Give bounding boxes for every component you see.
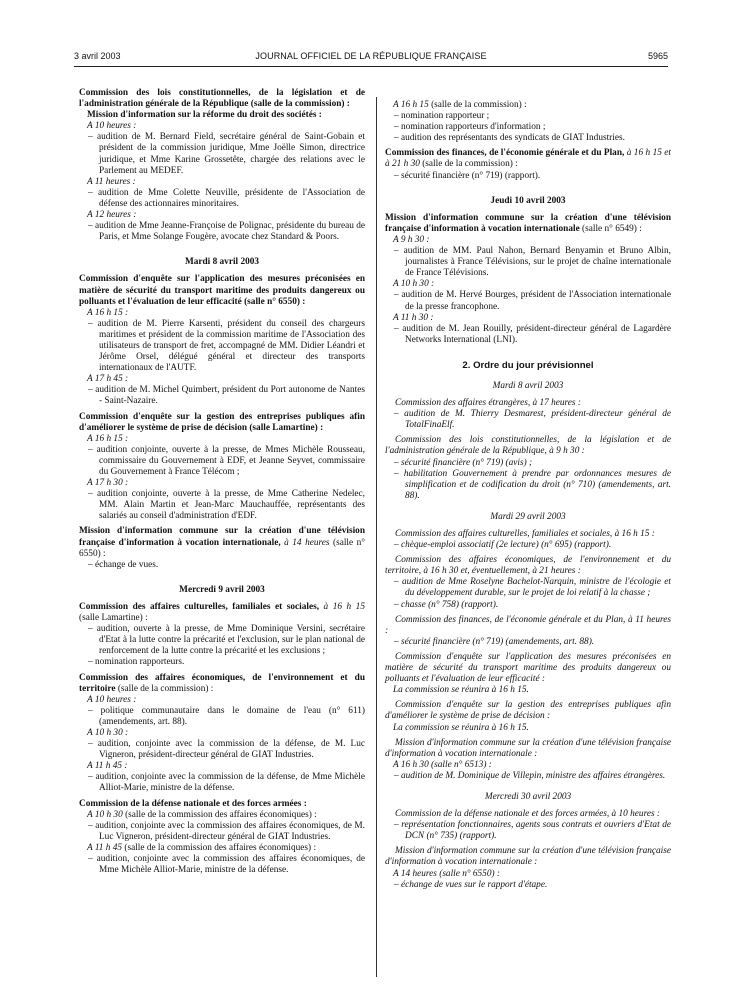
agenda-title: Commission des affaires économiques, de l'environnement et du territoire, à 16 h 30 et, éventuellement, à 21 heures :	[385, 555, 671, 577]
time-slot: A 11 h 30 :	[393, 312, 434, 323]
time-slot: A 10 heures :	[87, 694, 137, 705]
time-slot: A 17 h 30 :	[87, 478, 129, 489]
agenda-item: – audition, conjointe avec la commission de la défense, de Mme Michèle Alliot-Marie, ministre de la défense.	[88, 772, 365, 794]
time-slot: A 17 h 45 :	[87, 374, 129, 385]
agenda-item: – audition de M. Pierre Karsenti, président du conseil des chargeurs maritimes et président de la commission maritime de l'Association des utilisateurs de transport de fret, accompagné de MM. Didier Léandri et Jérôme Orsel, délégué général et directeur des transports internationaux de l'AUTF.	[88, 318, 365, 374]
time-slot: A 10 heures :	[87, 121, 137, 132]
time-slot: A 14 heures (salle n° 6550) :	[393, 868, 501, 879]
block-title-time: à 14 heures	[284, 537, 330, 548]
day-heading: Mardi 8 avril 2003	[184, 257, 260, 268]
header-rule	[74, 66, 668, 67]
agenda-item: – audition de M. Thierry Desmarest, président-directeur général de TotalFinaElf.	[394, 409, 671, 431]
day-heading: Mardi 29 avril 2003	[490, 511, 566, 522]
day-heading: Jeudi 10 avril 2003	[490, 195, 566, 206]
right-column	[385, 100, 671, 891]
block-title-room: (salle n° 6549) :	[582, 223, 642, 234]
agenda-item: – audition de M. Jean Rouilly, président-directeur général de Lagardère Networks International (LNI).	[394, 323, 671, 345]
agenda-item: – audition, conjointe avec la commission de la défense, de M. Luc Vigneron, président-directeur général de GIAT Industries.	[88, 739, 365, 761]
agenda-item: – nomination rapporteurs.	[88, 657, 185, 668]
agenda-item: – échange de vues.	[88, 559, 159, 570]
agenda-title: Commission de la défense nationale et des forces armées, à 10 heures :	[395, 809, 661, 820]
agenda-item: – représentation fonctionnaires, agents sous contrats et ouvriers d'Etat de DCN (n° 735) (rapport).	[394, 820, 671, 842]
block-title-room: (salle de la commission) :	[422, 159, 518, 170]
agenda-item: – échange de vues sur le rapport d'étape.	[394, 879, 548, 890]
agenda-item: – audition des représentants des syndicats de GIAT Industries.	[394, 133, 625, 144]
block-title: Commission d'enquête sur l'application des mesures préconisées en matière de sécurité du transport maritime des produits dangereux ou polluants et l'évaluation de leur efficacité (salle n° 6550) :	[79, 274, 365, 307]
time-slot: A 16 h 30 (salle n° 6513) :	[393, 759, 492, 770]
block-title-room: (salle n° 6550) :	[79, 537, 365, 559]
agenda-item: – audition de M. Dominique de Villepin, ministre des affaires étrangères.	[394, 770, 666, 781]
agenda-item: – audition de Mme Roselyne Bachelot-Narquin, ministre de l'écologie et du développement durable, sur le projet de loi relatif à la chasse ;	[394, 577, 671, 599]
header-page-number: 5965	[647, 51, 668, 61]
agenda-title: Commission des finances, de l'économie générale et du Plan, à 11 heures :	[385, 614, 671, 636]
block-title-bold: Commission des affaires culturelles, familiales et sociales,	[79, 601, 320, 612]
agenda-title: Commission des affaires culturelles, familiales et sociales, à 16 h 15 :	[395, 529, 655, 539]
agenda-title: Mission d'information commune sur la création d'une télévision française d'information à vocation internationale :	[385, 737, 671, 759]
agenda-note: La commission se réunira à 16 h 15.	[393, 685, 529, 696]
time-slot: A 11 h 45 :	[87, 761, 128, 772]
agenda-title: Mission d'information commune sur la création d'une télévision française d'information à vocation internationale :	[385, 846, 671, 868]
block-title-time: à 16 h 15	[323, 601, 365, 612]
agenda-item: – audition, ouverte à la presse, de Mme Dominique Versini, secrétaire d'Etat à la lutte contre la précarité et l'exclusion, sur le plan national de renforcement de la lutte contre la précarité et les exclusions ;	[88, 624, 365, 657]
time-slot	[79, 843, 365, 854]
agenda-item: – audition de M. Hervé Bourges, président de l'Association internationale de la presse francophone.	[394, 290, 671, 312]
block-title-bold: Commission des affaires économiques, de l'environnement et du territoire	[79, 672, 365, 694]
agenda-title: Commission des lois constitutionnelles, de la législation et de l'administration générale de la République, à 9 h 30 :	[385, 435, 671, 457]
block-title-bold: Mission d'information commune sur la création d'une télévision française d'information à vocation internationale,	[79, 526, 365, 548]
agenda-title: Commission d'enquête sur la gestion des entreprises publiques afin d'améliorer le système de prise de décision :	[385, 700, 671, 722]
time-slot	[79, 810, 365, 821]
time-slot: A 9 h 30 :	[393, 234, 430, 245]
day-heading: Mercredi 9 avril 2003	[179, 584, 265, 595]
agenda-item: – audition de MM. Paul Nahon, Bernard Benyamin et Bruno Albin, journalistes à France Télévisions, sur le projet de chaîne internationale de France Télévisions.	[394, 246, 671, 279]
section-heading: 2. Ordre du jour prévisionnel	[462, 359, 594, 371]
agenda-item: – nomination rapporteur ;	[394, 111, 490, 122]
agenda-item: – sécurité financière (n° 719) (amendements, art. 88).	[394, 636, 595, 647]
agenda-item: – audition conjointe, ouverte à la presse, de Mme Catherine Nedelec, MM. Alain Martin et Jean-Marc Mauchauffée, représentants des salariés au conseil d'administration d'EDF.	[88, 489, 365, 522]
block-title	[385, 213, 671, 235]
block-title-room: (salle de la commission) :	[117, 683, 214, 694]
agenda-item: – audition de M. Michel Quimbert, président du Port autonome de Nantes - Saint-Nazaire.	[88, 385, 365, 407]
block-title	[385, 148, 671, 170]
time-slot	[385, 100, 671, 111]
time-slot-time: A 10 h 30	[87, 809, 123, 820]
header-date: 3 avril 2003	[74, 51, 121, 61]
agenda-item: – sécurité financière (n° 719) (avis) ;	[394, 457, 533, 468]
time-slot: A 11 heures :	[87, 176, 136, 187]
left-column	[79, 88, 365, 876]
agenda-item: – nomination rapporteurs d'information ;	[394, 122, 546, 133]
header-title: JOURNAL OFFICIEL DE LA RÉPUBLIQUE FRANÇAISE	[255, 51, 487, 61]
time-slot: A 10 h 30 :	[87, 727, 129, 738]
time-slot-time: A 11 h 45	[87, 842, 123, 853]
agenda-item: – audition conjointe, ouverte à la presse, de Mmes Michèle Rousseau, commissaire du Gouvernement à EDF, et Jeanne Seyvet, commissaire du Gouvernement à France Télécom ;	[88, 444, 365, 477]
column-divider	[376, 97, 377, 977]
block-title: Commission des lois constitutionnelles, de la législation et de l'administration générale de la République (salle de la commission) :	[79, 88, 365, 110]
block-title: Commission de la défense nationale et des forces armées :	[79, 798, 307, 809]
agenda-item: – chasse (n° 758) (rapport).	[394, 599, 499, 610]
agenda-item: – audition de Mme Jeanne-Françoise de Polignac, présidente du bureau de Paris, et Mme Solange Fougère, avocate chez Standard & Poors.	[88, 221, 365, 243]
time-slot: A 12 heures :	[87, 210, 137, 221]
agenda-title: Commission des affaires étrangères, à 17 heures :	[395, 398, 581, 409]
page-header	[74, 50, 668, 64]
agenda-item: – politique communautaire dans le domaine de l'eau (n° 611) (amendements, art. 88).	[88, 705, 365, 727]
block-title-bold: Mission d'information commune sur la création d'une télévision française d'information à vocation internationale	[385, 212, 671, 234]
agenda-item: – audition, conjointe avec la commission des affaires économiques, de M. Luc Vigneron, président-directeur général de GIAT Industries.	[88, 820, 365, 842]
agenda-title: Commission d'enquête sur l'application des mesures préconisées en matière de sécurité du transport maritime des produits dangereux ou polluants et l'évaluation de leur efficacité :	[385, 651, 671, 685]
agenda-item: – habilitation Gouvernement à prendre par ordonnances mesures de simplification et de codification du droit (n° 710) (amendements, art. 88).	[394, 468, 671, 501]
agenda-item: – audition de M. Bernard Field, secrétaire général de Saint-Gobain et président de la commission juridique, Mme Joëlle Simon, directrice juridique, et Mme Karine Grossetête, chargée des relations avec le Parlement au MEDEF.	[88, 132, 365, 176]
day-heading: Mardi 8 avril 2003	[492, 380, 564, 391]
agenda-item: – chèque-emploi associatif (2e lecture) (n° 695) (rapport).	[394, 540, 612, 551]
agenda-item: – sécurité financière (n° 719) (rapport).	[394, 170, 541, 181]
agenda-item: – audition, conjointe avec la commission des affaires économiques, de Mme Michèle Alliot-Marie, ministre de la défense.	[88, 854, 365, 876]
time-slot: A 10 h 30 :	[393, 279, 435, 290]
block-title-bold: Commission des finances, de l'économie générale et du Plan,	[385, 148, 625, 159]
block-title-time: à 16 h 15 et à 21 h 30	[385, 148, 672, 170]
block-title	[79, 673, 365, 695]
block-title-room: (salle Lamartine) :	[79, 613, 148, 624]
agenda-item: – audition de Mme Colette Neuville, présidente de l'Association de défense des actionnaires minoritaires.	[88, 187, 365, 209]
time-slot: A 16 h 15 :	[87, 433, 129, 444]
time-slot-room: (salle de la commission des affaires économiques) :	[124, 842, 317, 853]
block-subtitle: Mission d'information sur la réforme du droit des sociétés :	[87, 110, 322, 121]
time-slot-room: (salle de la commission des affaires économiques) :	[125, 809, 317, 820]
time-slot-time: A 16 h 15	[393, 100, 429, 110]
agenda-note: La commission se réunira à 16 h 15.	[393, 722, 529, 733]
block-title	[79, 526, 365, 559]
time-slot-room: (salle de la commission) :	[431, 100, 527, 110]
block-title	[79, 602, 365, 624]
day-heading: Mercredi 30 avril 2003	[484, 791, 572, 802]
time-slot: A 16 h 15 :	[87, 307, 129, 318]
block-title: Commission d'enquête sur la gestion des entreprises publiques afin d'améliorer le système de prise de décision (salle Lamartine) :	[79, 411, 365, 433]
